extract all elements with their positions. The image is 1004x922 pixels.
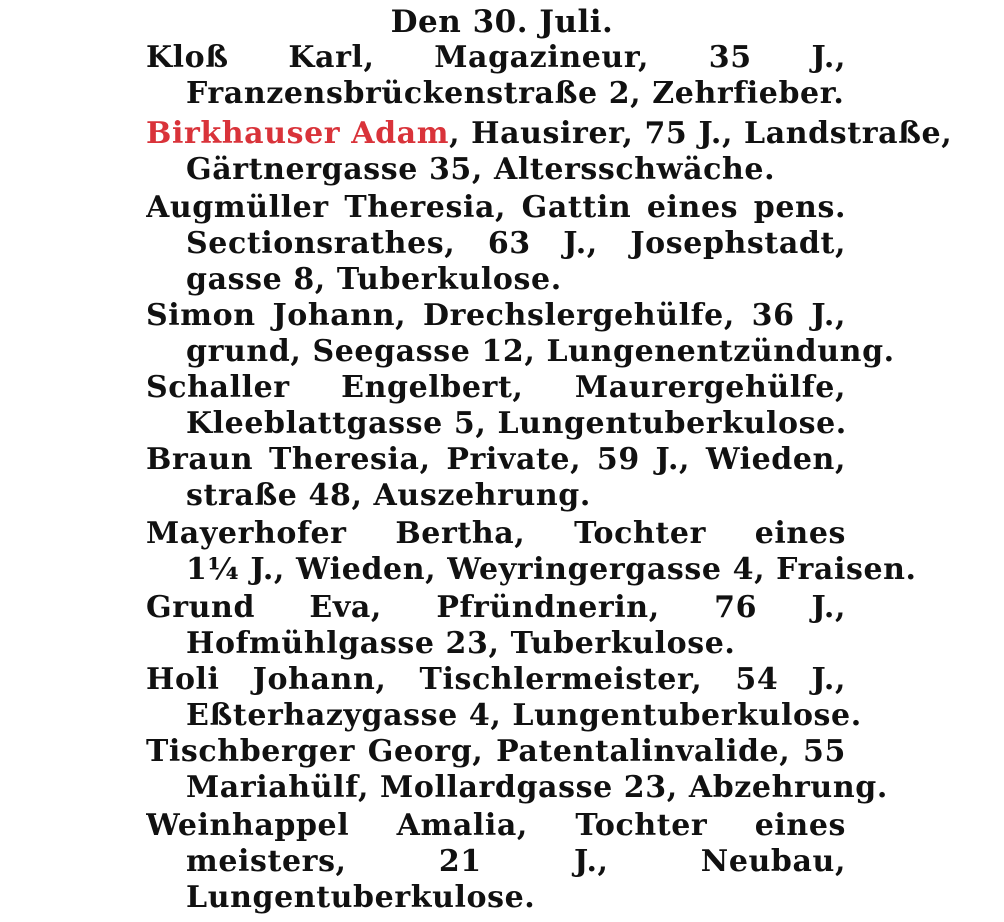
entry-line: Eßterhazygasse 4, Lungentuberkulose. [186, 698, 862, 733]
entry-line: Weinhappel Amalia, Tochter eines [146, 808, 846, 843]
entry-line: Braun Theresia, Private, 59 J., Wieden, [146, 442, 846, 477]
entry-line: Mayerhofer Bertha, Tochter eines [146, 516, 846, 551]
entry-line: Hofmühlgasse 23, Tuberkulose. [186, 626, 736, 661]
death-record-entry [146, 190, 846, 298]
entry-line: grund, Seegasse 12, Lungenentzündung. [186, 334, 895, 369]
entry-line: Lungentuberkulose. [186, 880, 536, 915]
entry-line [146, 116, 953, 152]
death-record-entry [146, 734, 888, 806]
entry-line: Simon Johann, Drechslergehülfe, 36 J., [146, 298, 846, 333]
death-record-entry [146, 808, 846, 916]
entry-line: Gärtnergasse 35, Altersschwäche. [186, 152, 776, 187]
death-record-entry [146, 40, 846, 112]
death-record-entry [146, 442, 846, 514]
death-record-entry [146, 370, 846, 442]
death-record-entry [146, 116, 953, 188]
highlighted-name: Birkhauser Adam [146, 116, 450, 151]
entry-line: Augmüller Theresia, Gattin eines pens. [146, 190, 846, 225]
death-record-entry [146, 516, 917, 588]
entry-line: meisters, 21 J., Neubau, [186, 844, 846, 879]
entry-line: Mariahülf, Mollardgasse 23, Abzehrung. [186, 770, 888, 805]
entry-line: Holi Johann, Tischlermeister, 54 J., [146, 662, 846, 697]
entry-line: Kloß Karl, Magazineur, 35 J., [146, 40, 846, 75]
death-record-entry [146, 662, 862, 734]
entry-line: 1¼ J., Wieden, Weyringergasse 4, Fraisen. [186, 552, 917, 587]
entry-line: Tischberger Georg, Patentalinvalide, 55 [146, 734, 846, 769]
entry-line: Sectionsrathes, 63 J., Josephstadt, [186, 226, 846, 261]
entry-line: straße 48, Auszehrung. [186, 478, 591, 513]
entry-line-rest: , Hausirer, 75 J., Landstraße, [449, 116, 953, 151]
entry-line: gasse 8, Tuberkulose. [186, 262, 562, 297]
entry-line: Grund Eva, Pfründnerin, 76 J., [146, 590, 846, 625]
entry-line: Schaller Engelbert, Maurergehülfe, [146, 370, 846, 405]
date-heading: Den 30. Juli. [390, 4, 614, 40]
entry-line: Kleeblattgasse 5, Lungentuberkulose. [186, 406, 847, 441]
death-record-entry [146, 298, 895, 370]
death-record-entry [146, 590, 846, 662]
entry-line: Franzensbrückenstraße 2, Zehrfieber. [186, 76, 845, 111]
